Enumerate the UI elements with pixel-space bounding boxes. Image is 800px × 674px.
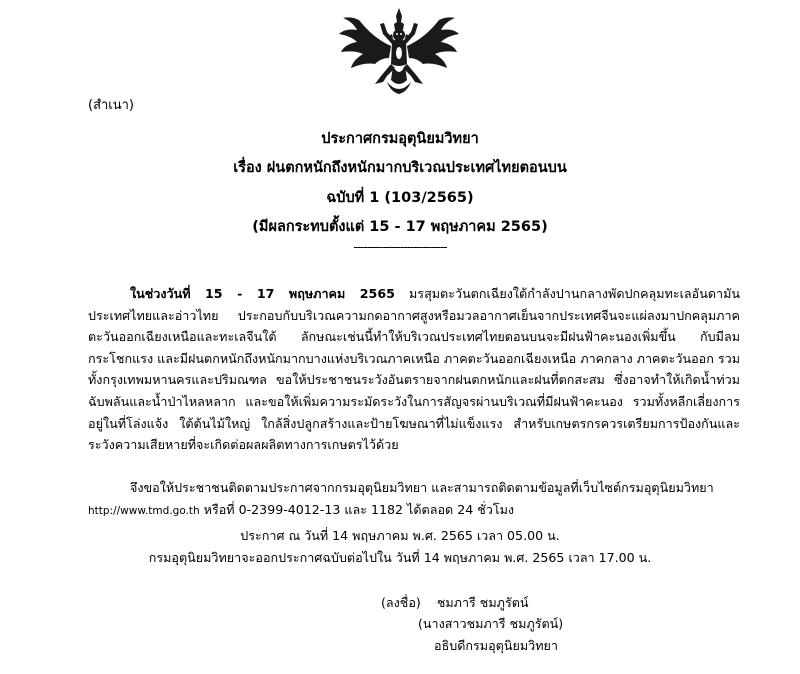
announcement-title: ประกาศกรมอุตุนิยมวิทยา — [321, 131, 479, 147]
signed-label: (ลงชื่อ) — [381, 595, 421, 610]
signatory-position: อธิบดีกรมอุตุนิยมวิทยา — [434, 638, 558, 653]
copy-label: (สำเนา) — [88, 98, 135, 113]
website-link[interactable]: http://www.tmd.go.th — [88, 504, 200, 517]
next-issue-line: กรมอุตุนิยมวิทยาจะออกประกาศฉบับต่อไปใน วันที่ 14 พฤษภาคม พ.ศ. 2565 เวลา 17.00 น. — [148, 550, 652, 565]
garuda-emblem-icon — [337, 8, 461, 96]
signature-line — [381, 593, 529, 613]
signed-name: ชมภารี ชมภูรัตน์ — [436, 595, 529, 610]
body-paragraph-1 — [88, 283, 740, 456]
body-paragraph-2-text: จึงขอให้ประชาชนติดตามประกาศจากกรมอุตุนิยมวิทยา และสามารถติดตามข้อมูลที่เว็บไซต์กรมอุตุนิยมวิทยา — [130, 480, 714, 495]
body-paragraph-2-tail: หรือที่ 0-2399-4012-13 และ 1182 ได้ตลอด 24 ชั่วโมง — [199, 501, 515, 517]
announcement-effective-date: (มีผลกระทบตั้งแต่ 15 - 17 พฤษภาคม 2565) — [252, 219, 548, 235]
body-paragraph-1-lead: ในช่วงวันที่ 15 - 17 พฤษภาคม 2565 — [130, 286, 395, 301]
announcement-subject: เรื่อง ฝนตกหนักถึงหนักมากบริเวณประเทศไทยตอนบน — [233, 160, 567, 176]
body-paragraph-2 — [88, 477, 740, 522]
separator-line: ---------------------------- — [353, 240, 447, 254]
issued-date-line: ประกาศ ณ วันที่ 14 พฤษภาคม พ.ศ. 2565 เวลา 05.00 น. — [240, 528, 560, 543]
announcement-issue: ฉบับที่ 1 (103/2565) — [326, 190, 474, 206]
body-paragraph-1-text: มรสุมตะวันตกเฉียงใต้กำลังปานกลางพัดปกคลุมทะเลอันดามัน ประเทศไทยและอ่าวไทย ประกอบกับบริเวณความกดอากาศสูงหรือมวลอากาศเย็นจากประเทศจีนจะแผ่ลงมาปกคลุมภาคตะวันออกเฉียงเหนือและทะเลจีนใต้ ลักษณะเช่นนี้ทำให้บริเวณประเทศไทยตอนบนจะมีฝนฟ้าคะนองเพิ่มขึ้น กับมีลมกระโชกแรง และมีฝนตกหนักถึงหนักมากบางแห่งบริเวณภาคเหนือ ภาคตะวันออกเฉียงเหนือ ภาคกลาง ภาคตะวันออก รวมทั้งกรุงเทพมหานครและปริมณฑล ขอให้ประชาชนระวังอันตรายจากฝนตกหนักและฝนที่ตกสะสม ซึ่งอาจทำให้เกิดน้ำท่วมฉับพลันและน้ำป่าไหลหลาก และขอให้เพิ่มความระมัดระวังในการสัญจรผ่านบริเวณที่มีฝนฟ้าคะนอง รวมทั้งหลีกเลี่ยงการอยู่ในที่โล่งแจ้ง ใต้ต้นไม้ใหญ่ ใกล้สิ่งปลูกสร้างและป้ายโฆษณาที่ไม่แข็งแรง สำหรับเกษตรกรควรเตรียมการป้องกันและระวังความเสียหายที่จะเกิดต่อผลผลิตทางการเกษตรไว้ด้วย — [88, 286, 740, 453]
signatory-full-name: (นางสาวชมภารี ชมภูรัตน์) — [418, 616, 564, 631]
